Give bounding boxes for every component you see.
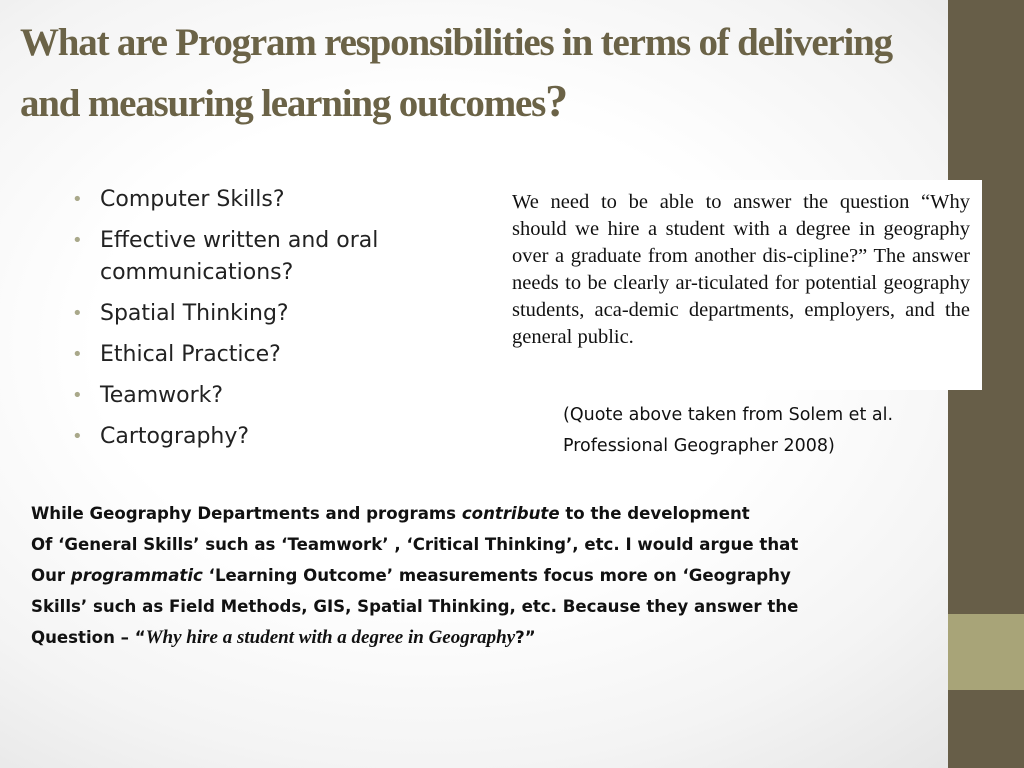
paragraph-line-3 bbox=[31, 560, 936, 591]
bullet-icon: • bbox=[72, 426, 83, 447]
paragraph-line-1 bbox=[31, 498, 936, 529]
emphasis-question: Why hire a student with a degree in Geography bbox=[145, 627, 516, 648]
paragraph-line-2: Of ‘General Skills’ such as ‘Teamwork’ , ‘Critical Thinking’, etc. I would argue that bbox=[31, 535, 799, 554]
side-accent-block bbox=[948, 614, 1024, 690]
quote-text: We need to be able to answer the question “Why should we hire a student with a degree in geography over a graduate from another dis-cipline?” The answer needs to be clearly ar-ticulated for potential geography students, aca-demic departments, employers, and the general public. bbox=[512, 191, 970, 348]
bullet-icon: • bbox=[72, 303, 83, 324]
paragraph-text: Our bbox=[31, 566, 71, 585]
paragraph-text: ‘Learning Outcome’ measurements focus more on ‘Geography bbox=[202, 566, 791, 585]
list-item-label: Teamwork? bbox=[100, 383, 224, 408]
bullet-icon: • bbox=[72, 230, 83, 251]
list-item-label: Computer Skills? bbox=[100, 187, 285, 212]
quote-citation bbox=[563, 400, 948, 462]
bullet-icon: • bbox=[72, 344, 83, 365]
argument-paragraph bbox=[31, 498, 936, 653]
list-item bbox=[72, 184, 462, 216]
paragraph-text: to the development bbox=[559, 504, 750, 523]
list-item bbox=[72, 225, 462, 289]
emphasis-programmatic: programmatic bbox=[70, 566, 203, 585]
bullet-icon: • bbox=[72, 189, 83, 210]
list-item-label: Cartography? bbox=[100, 424, 250, 449]
skills-bullet-list bbox=[72, 184, 462, 462]
paragraph-text: While Geography Departments and programs bbox=[31, 504, 462, 523]
slide-title-text: What are Program responsibilities in terms of delivering and measuring learning outcomes bbox=[20, 21, 892, 125]
slide-title-question-mark: ? bbox=[545, 75, 567, 126]
quote-image-box bbox=[504, 180, 982, 390]
list-item bbox=[72, 339, 462, 371]
paragraph-line-4: Skills’ such as Field Methods, GIS, Spatial Thinking, etc. Because they answer the bbox=[31, 597, 799, 616]
bullet-icon: • bbox=[72, 385, 83, 406]
paragraph-line-5 bbox=[31, 622, 936, 653]
list-item bbox=[72, 421, 462, 453]
paragraph-text: ?” bbox=[515, 628, 536, 647]
slide-title bbox=[20, 14, 940, 133]
list-item bbox=[72, 298, 462, 330]
paragraph-text: Question – “ bbox=[31, 628, 146, 647]
list-item-label: Effective written and oral communications? bbox=[100, 228, 379, 285]
list-item-label: Spatial Thinking? bbox=[100, 301, 289, 326]
citation-line-1: (Quote above taken from Solem et al. bbox=[563, 405, 894, 425]
citation-line-2: Professional Geographer 2008) bbox=[563, 436, 835, 456]
list-item-label: Ethical Practice? bbox=[100, 342, 281, 367]
emphasis-contribute: contribute bbox=[461, 504, 560, 523]
list-item bbox=[72, 380, 462, 412]
